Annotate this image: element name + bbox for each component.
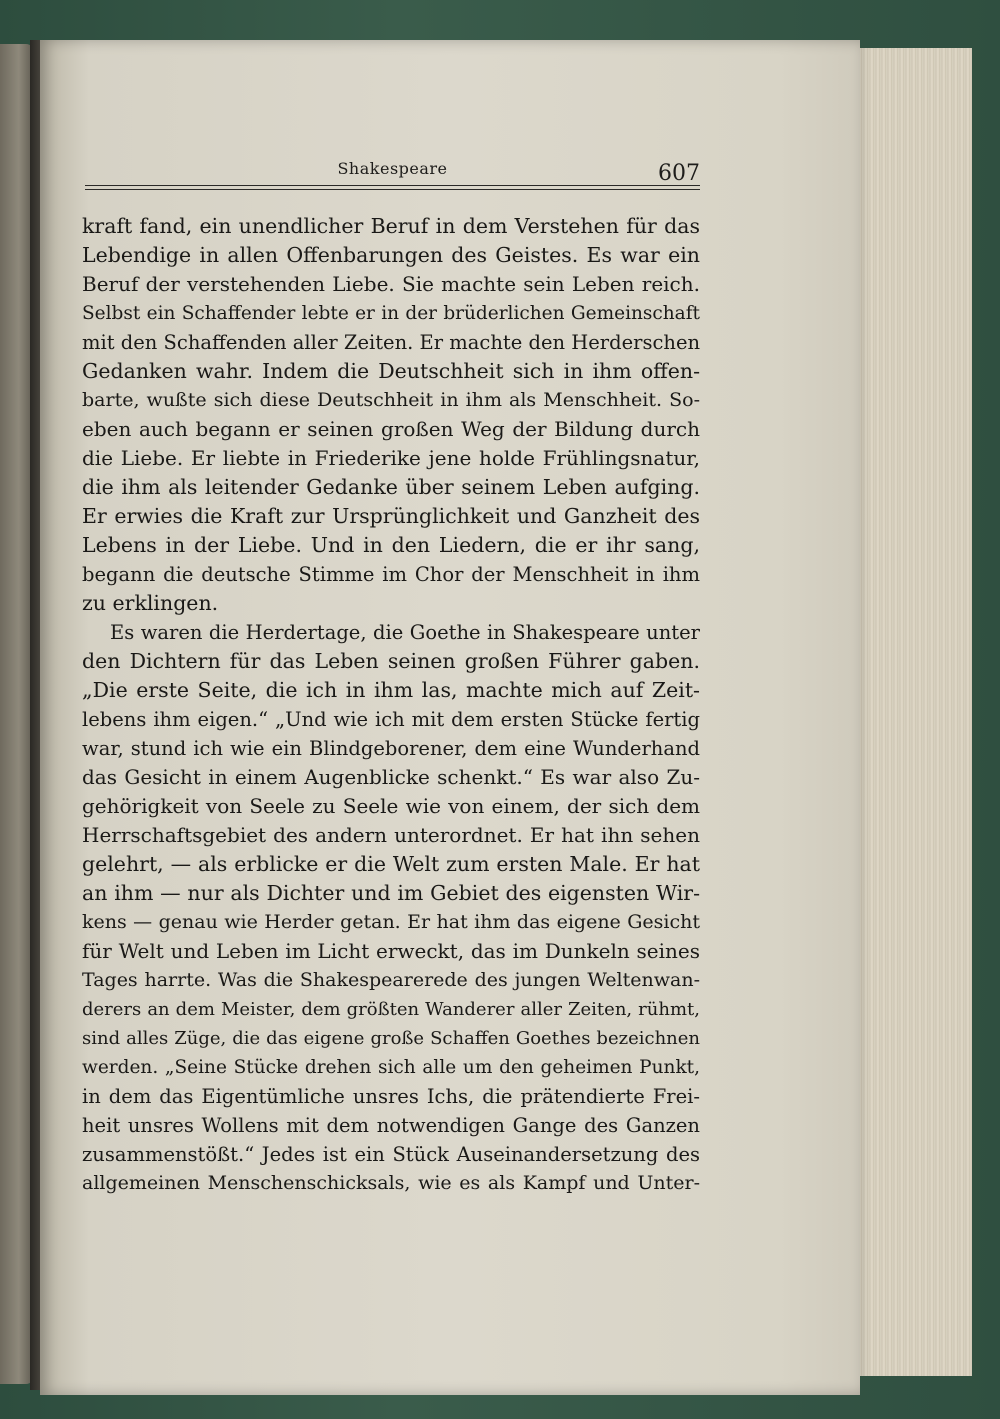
header-rule-thin — [85, 189, 700, 190]
left-page-edge — [0, 44, 34, 1384]
text-line: zusammenstößt.“ Jedes ist ein Stück Auseinandersetzung des — [82, 1143, 700, 1166]
text-line: gelehrt, — als erblicke er die Welt zum ersten Male. Er hat — [82, 852, 700, 876]
text-line: zu erklingen. — [82, 591, 219, 615]
text-line: lebens ihm eigen.“ „Und wie ich mit dem ersten Stücke fertig — [82, 708, 700, 731]
running-head-title: Shakespeare — [337, 159, 448, 178]
text-line: war, stund ich wie ein Blindgeborener, dem eine Wunderhand — [82, 737, 700, 760]
paragraph-start-line: Es waren die Herdertage, die Goethe in Shakespeare unter — [110, 621, 700, 644]
page-number: 607 — [658, 161, 700, 186]
text-line: kens — genau wie Herder getan. Er hat ihm das eigene Gesicht — [82, 911, 700, 933]
text-line: sind alles Züge, die das eigene große Schaffen Goethes bezeichnen — [82, 1028, 700, 1049]
text-line: Lebens in der Liebe. Und in den Liedern, die er ihr sang, — [82, 533, 700, 557]
text-line: Herrschaftsgebiet des andern unterordnet. Er hat ihn sehen — [82, 823, 700, 847]
header-rule — [85, 185, 700, 186]
text-line: für Welt und Leben im Licht erweckt, das im Dunkeln seines — [82, 939, 700, 963]
text-line: begann die deutsche Stimme im Chor der Menschheit in ihm — [82, 563, 700, 586]
text-line: den Dichtern für das Leben seinen großen Führer gaben. — [82, 649, 700, 673]
text-line: Selbst ein Schaffender lebte er in der brüderlichen Gemeinschaft — [82, 303, 700, 324]
text-line: Gedanken wahr. Indem die Deutschheit sich in ihm offen- — [82, 359, 700, 383]
text-line: das Gesicht in einem Augenblicke schenkt.“ Es war also Zu- — [82, 765, 700, 789]
text-line: derers an dem Meister, dem größten Wanderer aller Zeiten, rühmt, — [82, 999, 700, 1020]
text-line: „Die erste Seite, die ich in ihm las, machte mich auf Zeit- — [82, 678, 700, 702]
text-line: die Liebe. Er liebte in Friederike jene holde Frühlingsnatur, — [82, 446, 700, 470]
text-line: an ihm — nur als Dichter und im Gebiet des eigensten Wir- — [82, 881, 700, 905]
text-line: Tages harrte. Was die Shakespearerede des jungen Weltenwan- — [82, 969, 700, 991]
text-line: in dem das Eigentümliche unsres Ichs, die prätendierte Frei- — [82, 1085, 700, 1108]
text-line: heit unsres Wollens mit dem notwendigen Gange des Ganzen — [82, 1114, 700, 1137]
text-line: allgemeinen Menschenschicksals, wie es als Kampf und Unter- — [82, 1172, 700, 1194]
body-text — [82, 212, 700, 1198]
running-head — [85, 155, 700, 195]
text-line: Lebendige in allen Offenbarungen des Geistes. Es war ein — [82, 243, 700, 267]
text-line: eben auch begann er seinen großen Weg der Bildung durch — [82, 417, 700, 441]
text-line: mit den Schaffenden aller Zeiten. Er machte den Herderschen — [82, 331, 700, 354]
text-line: werden. „Seine Stücke drehen sich alle um den geheimen Punkt, — [82, 1057, 700, 1078]
text-line: Er erwies die Kraft zur Ursprünglichkeit und Ganzheit des — [82, 504, 700, 528]
text-line: gehörigkeit von Seele zu Seele wie von einem, der sich dem — [82, 794, 700, 818]
text-line: kraft fand, ein unendlicher Beruf in dem Verstehen für das — [82, 214, 700, 238]
text-line: barte, wußte sich diese Deutschheit in ihm als Menschheit. So- — [82, 389, 700, 411]
text-line: Beruf der verstehenden Liebe. Sie machte sein Leben reich. — [82, 272, 700, 296]
text-line: die ihm als leitender Gedanke über seinem Leben aufging. — [82, 475, 700, 499]
